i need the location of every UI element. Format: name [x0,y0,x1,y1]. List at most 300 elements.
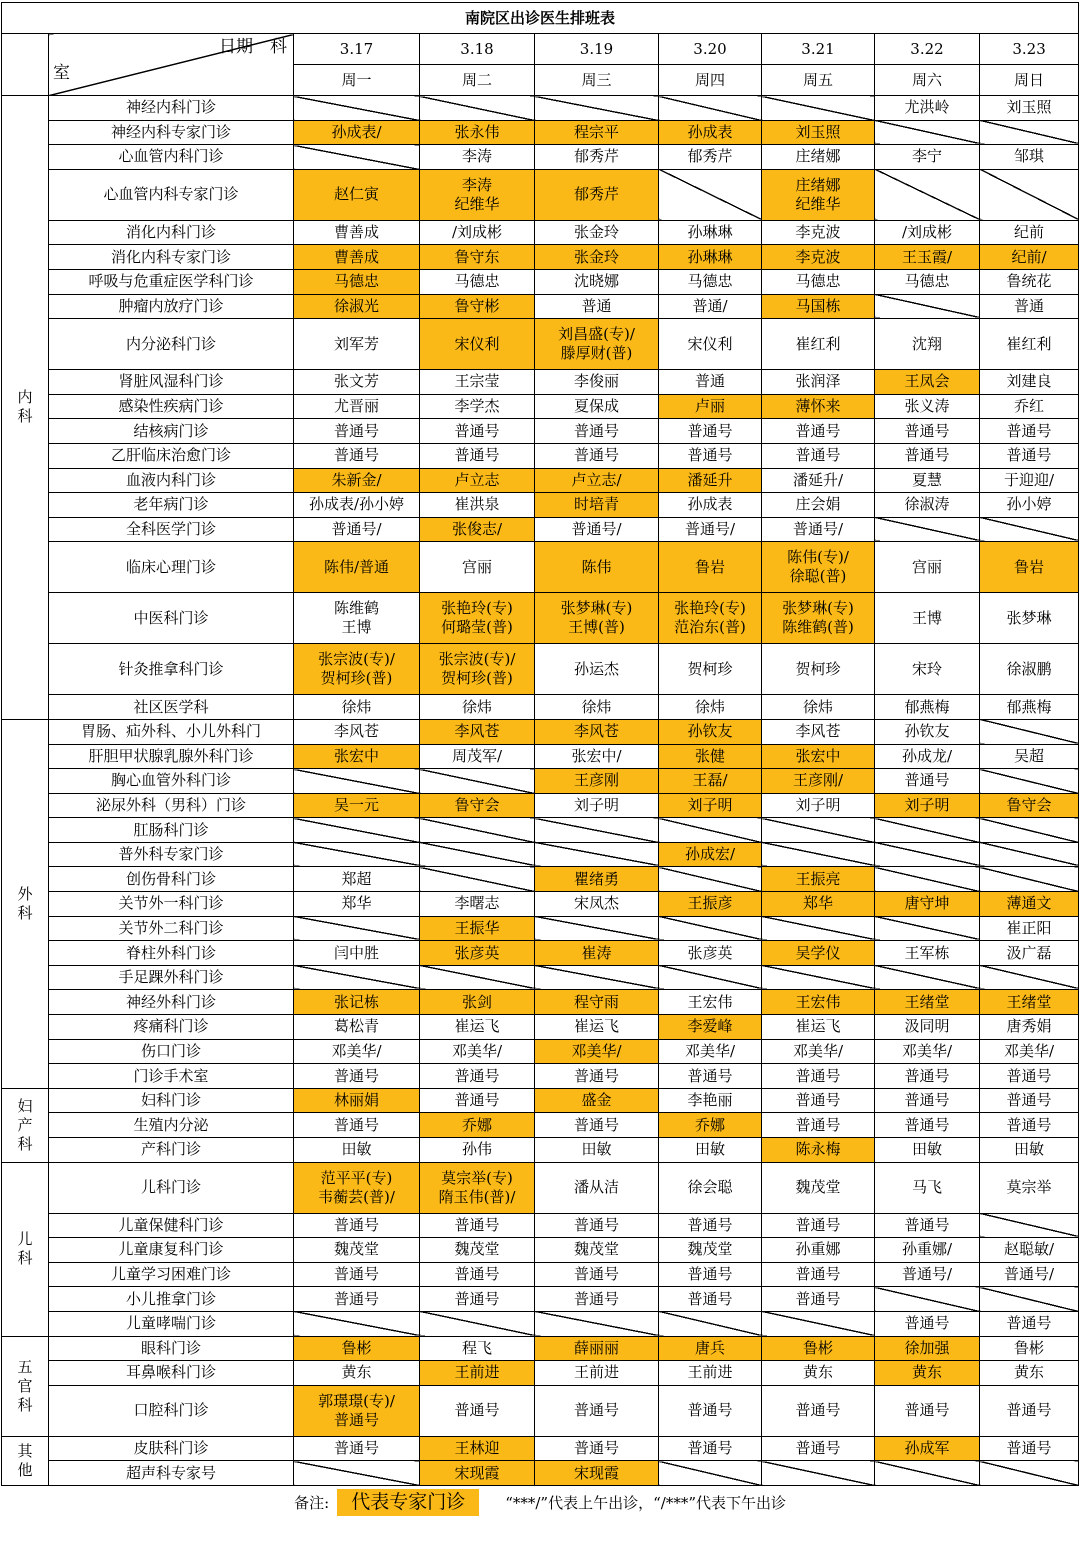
doctor-cell: 崔运飞 [762,1015,875,1040]
doctor-cell: 刘子明 [535,793,659,818]
date-cell: 3.18 [420,34,535,65]
doctor-cell: 邓美华/ [420,1039,535,1064]
doctor-cell: 孙成表 [659,493,762,518]
table-row [2,542,1079,593]
doctor-cell: 普通号 [294,419,420,444]
expert-doctor-cell: 郁秀芹 [535,169,659,220]
category-cell: 内 科 [2,96,49,720]
empty-slot-cell [762,96,875,121]
doctor-cell: 李学杰 [420,394,535,419]
expert-doctor-cell: 郭璟璟(专)/ 普通号 [294,1385,420,1436]
doctor-cell: 普通号 [659,443,762,468]
doctor-cell: 普通/ [659,294,762,319]
weekday-cell: 周五 [762,65,875,96]
doctor-cell: 普通号 [659,1262,762,1287]
doctor-cell: 乔红 [980,394,1079,419]
table-row [2,793,1079,818]
department-cell: 脊柱外科门诊 [49,941,294,966]
doctor-cell: 徐淑涛 [875,493,980,518]
expert-doctor-cell: 徐淑光 [294,294,420,319]
department-cell: 心血管内科专家门诊 [49,169,294,220]
doctor-cell: 孙成龙/ [875,744,980,769]
doctor-cell: 普通号 [294,1213,420,1238]
department-cell: 关节外二科门诊 [49,916,294,941]
empty-slot-cell [294,965,420,990]
table-row [2,1336,1079,1361]
department-cell: 消化内科门诊 [49,220,294,245]
empty-slot-cell [535,842,659,867]
doctor-cell: 普通 [980,294,1079,319]
department-cell: 胃肠、疝外科、小儿外科门 [49,719,294,744]
table-row [2,818,1079,843]
doctor-cell: 张彦英 [659,941,762,966]
doctor-cell: 沈晓娜 [535,269,659,294]
expert-doctor-cell: 吴学仪 [762,941,875,966]
expert-doctor-cell: 张彦英 [420,941,535,966]
doctor-cell: 宫丽 [875,542,980,593]
doctor-cell: 郁秀芹 [659,145,762,170]
table-row [2,220,1079,245]
doctor-cell: 魏茂堂 [659,1238,762,1263]
table-row [2,419,1079,444]
table-row [2,1113,1079,1138]
doctor-cell: 普通号 [535,1287,659,1312]
weekday-cell: 周六 [875,65,980,96]
doctor-cell: 普通号/ [294,517,420,542]
empty-slot-cell [294,1461,420,1486]
expert-doctor-cell: 宋现霞 [535,1461,659,1486]
table-row [2,1015,1079,1040]
doctor-cell: 吴超 [980,744,1079,769]
doctor-cell: 普通号 [875,1064,980,1089]
department-cell: 神经内科门诊 [49,96,294,121]
footer-note [2,1485,1079,1520]
expert-doctor-cell: 张宏中 [762,744,875,769]
doctor-cell: 李涛 [420,145,535,170]
expert-doctor-cell: 陈伟/普通 [294,542,420,593]
doctor-cell: 李俊丽 [535,370,659,395]
department-cell: 全科医学门诊 [49,517,294,542]
doctor-cell: 郑超 [294,867,420,892]
department-cell: 肝胆甲状腺乳腺外科门诊 [49,744,294,769]
doctor-cell: 孙重娜/ [875,1238,980,1263]
doctor-cell: 普通号 [420,1287,535,1312]
doctor-cell: 邓美华/ [762,1039,875,1064]
doctor-cell: 黄东 [980,1361,1079,1386]
doctor-cell: 田敏 [535,1138,659,1163]
doctor-cell: 马德忠 [659,269,762,294]
doctor-cell: 潘从洁 [535,1162,659,1213]
doctor-cell: 周茂军/ [420,744,535,769]
department-cell: 儿童保健科门诊 [49,1213,294,1238]
doctor-cell: 夏保成 [535,394,659,419]
doctor-cell: 马德忠 [420,269,535,294]
expert-doctor-cell: 徐加强 [875,1336,980,1361]
doctor-cell: 普通号 [294,1287,420,1312]
table-row [2,916,1079,941]
doctor-cell: 汲广磊 [980,941,1079,966]
department-cell: 针灸推拿科门诊 [49,644,294,695]
empty-slot-cell [659,1461,762,1486]
doctor-cell: 闫中胜 [294,941,420,966]
department-cell: 伤口门诊 [49,1039,294,1064]
doctor-cell: 田敏 [875,1138,980,1163]
doctor-cell: 李风苍 [294,719,420,744]
doctor-cell: 魏茂堂 [294,1238,420,1263]
expert-doctor-cell: 鲁岩 [659,542,762,593]
empty-slot-cell [980,965,1079,990]
table-row [2,443,1079,468]
doctor-cell: 普通号 [659,1213,762,1238]
table-row [2,517,1079,542]
expert-doctor-cell: 崔涛 [535,941,659,966]
expert-doctor-cell: 潘延升 [659,468,762,493]
doctor-cell: /刘成彬 [875,220,980,245]
doctor-cell: 普通号 [980,1113,1079,1138]
expert-doctor-cell: 孙钦友 [659,719,762,744]
empty-slot-cell [535,916,659,941]
doctor-cell: 普通号 [875,1113,980,1138]
department-cell: 血液内科门诊 [49,468,294,493]
table-row [2,120,1079,145]
doctor-cell: 田敏 [659,1138,762,1163]
doctor-cell: 普通号 [535,1436,659,1461]
department-cell: 口腔科门诊 [49,1385,294,1436]
weekday-cell: 周四 [659,65,762,96]
doctor-cell: 普通号 [659,1287,762,1312]
empty-slot-cell [875,1461,980,1486]
doctor-cell: 庄会娟 [762,493,875,518]
date-cell: 3.17 [294,34,420,65]
department-cell: 手足踝外科门诊 [49,965,294,990]
doctor-cell: 崔运飞 [535,1015,659,1040]
doctor-cell: 普通号 [980,1064,1079,1089]
expert-doctor-cell: 程宗平 [535,120,659,145]
doctor-cell: 刘玉照 [980,96,1079,121]
doctor-cell: 崔运飞 [420,1015,535,1040]
department-cell: 社区医学科 [49,695,294,720]
expert-doctor-cell: 张艳玲(专) 范治东(普) [659,593,762,644]
empty-slot-cell [980,517,1079,542]
doctor-cell: 普通号 [762,1064,875,1089]
doctor-cell: 普通号 [762,1213,875,1238]
doctor-cell: 普通号 [980,1311,1079,1336]
category-cell: 妇 产 科 [2,1088,49,1162]
table-row [2,269,1079,294]
expert-doctor-cell: 李克波 [762,245,875,270]
expert-doctor-cell: 陈伟 [535,542,659,593]
expert-doctor-cell: 乔娜 [420,1113,535,1138]
doctor-cell: 普通号 [980,1088,1079,1113]
doctor-cell: 徐炜 [294,695,420,720]
expert-doctor-cell: 王彦刚 [535,769,659,794]
doctor-cell: 宋凤杰 [535,892,659,917]
doctor-cell: 郑华 [294,892,420,917]
doctor-cell: 普通号 [980,419,1079,444]
expert-doctor-cell: 王振彦 [659,892,762,917]
expert-doctor-cell: 卢立志 [420,468,535,493]
expert-doctor-cell: 卢丽 [659,394,762,419]
expert-doctor-cell: 范平平(专) 韦蘅芸(普)/ [294,1162,420,1213]
doctor-cell: 唐秀娟 [980,1015,1079,1040]
expert-doctor-cell: 鲁守彬 [420,294,535,319]
table-row [2,1138,1079,1163]
doctor-cell: /刘成彬 [420,220,535,245]
department-cell: 产科门诊 [49,1138,294,1163]
weekday-cell: 周日 [980,65,1079,96]
department-cell: 儿童学习困难门诊 [49,1262,294,1287]
doctor-cell: 孙钦友 [875,719,980,744]
empty-slot-cell [659,96,762,121]
doctor-cell: 普通号 [659,1385,762,1436]
empty-slot-cell [762,1311,875,1336]
doctor-cell: 邓美华/ [875,1039,980,1064]
doctor-cell: 郁秀芹 [535,145,659,170]
empty-slot-cell [980,842,1079,867]
doctor-cell: 李风苍 [762,719,875,744]
expert-doctor-cell: 王彦刚/ [762,769,875,794]
doctor-cell: 普通号 [420,443,535,468]
empty-slot-cell [535,965,659,990]
doctor-cell: 徐炜 [659,695,762,720]
expert-doctor-cell: 张记栋 [294,990,420,1015]
doctor-cell: 夏慧 [875,468,980,493]
empty-slot-cell [294,145,420,170]
doctor-cell: 普通号 [875,1213,980,1238]
corner-cell [2,34,49,96]
table-row [2,394,1079,419]
doctor-cell: 于迎迎/ [980,468,1079,493]
expert-doctor-cell: 张艳玲(专) 何璐莹(普) [420,593,535,644]
doctor-cell: 尤洪岭 [875,96,980,121]
empty-slot-cell [420,769,535,794]
doctor-cell: 普通号/ [875,1262,980,1287]
doctor-cell: 宫丽 [420,542,535,593]
doctor-cell: 李宁 [875,145,980,170]
expert-doctor-cell: 陈永梅 [762,1138,875,1163]
expert-doctor-cell: 王绪堂 [875,990,980,1015]
expert-doctor-cell: 孙成表/ [294,120,420,145]
doctor-cell: 黄东 [294,1361,420,1386]
table-row [2,842,1079,867]
doctor-cell: 徐炜 [762,695,875,720]
date-cell: 3.20 [659,34,762,65]
expert-doctor-cell: 刘玉照 [762,120,875,145]
expert-doctor-cell: 吴一元 [294,793,420,818]
department-cell: 泌尿外科（男科）门诊 [49,793,294,818]
department-cell: 耳鼻喉科门诊 [49,1361,294,1386]
doctor-cell: 程飞 [420,1336,535,1361]
department-cell: 眼科门诊 [49,1336,294,1361]
expert-doctor-cell: 王凤会 [875,370,980,395]
page-title: 南院区出诊医生排班表 [2,3,1079,34]
doctor-cell: 田敏 [980,1138,1079,1163]
doctor-cell: 贺柯珍 [762,644,875,695]
doctor-cell: 普通号 [420,1385,535,1436]
doctor-cell: 普通号 [762,419,875,444]
empty-slot-cell [294,842,420,867]
table-row [2,1039,1079,1064]
doctor-cell: 普通号 [762,443,875,468]
doctor-cell: 马德忠 [762,269,875,294]
expert-doctor-cell: 瞿绪勇 [535,867,659,892]
doctor-cell: 沈翔 [875,319,980,370]
empty-slot-cell [420,1311,535,1336]
doctor-cell: 普通号 [294,1113,420,1138]
doctor-cell: 普通号 [535,1064,659,1089]
department-cell: 心血管内科门诊 [49,145,294,170]
expert-doctor-cell: 赵仁寅 [294,169,420,220]
empty-slot-cell [420,818,535,843]
table-row [2,1262,1079,1287]
table-row [2,941,1079,966]
expert-doctor-cell: 时培青 [535,493,659,518]
expert-doctor-cell: 宋仪利 [420,319,535,370]
doctor-cell: 邹琪 [980,145,1079,170]
doctor-cell: 潘延升/ [762,468,875,493]
doctor-cell: 曹善成 [294,220,420,245]
doctor-cell: 普通号/ [659,517,762,542]
empty-slot-cell [980,719,1079,744]
doctor-cell: 王宏伟 [659,990,762,1015]
doctor-cell: 赵聪敏/ [980,1238,1079,1263]
doctor-cell: 马德忠 [875,269,980,294]
date-cell: 3.19 [535,34,659,65]
doctor-cell: 黄东 [762,1361,875,1386]
doctor-cell: 普通号 [535,1262,659,1287]
expert-doctor-cell: 薄怀来 [762,394,875,419]
expert-doctor-cell: 张梦琳(专) 王博(普) [535,593,659,644]
expert-doctor-cell: 王振亮 [762,867,875,892]
expert-doctor-cell: 宋现霞 [420,1461,535,1486]
table-row [2,744,1079,769]
doctor-cell: 普通号 [535,443,659,468]
doctor-cell: 刘建良 [980,370,1079,395]
expert-doctor-cell: 唐兵 [659,1336,762,1361]
doctor-cell: 孙运杰 [535,644,659,695]
doctor-cell: 普通号 [294,1436,420,1461]
empty-slot-cell [762,965,875,990]
expert-doctor-cell: 鲁守会 [420,793,535,818]
table-row [2,370,1079,395]
empty-slot-cell [535,818,659,843]
expert-doctor-cell: 孙成军 [875,1436,980,1461]
weekday-cell: 周一 [294,65,420,96]
empty-slot-cell [420,965,535,990]
table-row [2,867,1079,892]
doctor-cell: 邓美华/ [294,1039,420,1064]
department-cell: 肿瘤内放疗门诊 [49,294,294,319]
table-row [2,593,1079,644]
empty-slot-cell [659,169,762,220]
expert-doctor-cell: 李风苍 [420,719,535,744]
expert-doctor-cell: 黄东 [875,1361,980,1386]
expert-doctor-cell: 林丽娟 [294,1088,420,1113]
expert-doctor-cell: 王宏伟 [762,990,875,1015]
expert-doctor-cell: 王玉霞/ [875,245,980,270]
expert-doctor-cell: 陈伟(专)/ 徐聪(普) [762,542,875,593]
table-row [2,245,1079,270]
empty-slot-cell [980,120,1079,145]
table-row [2,769,1079,794]
department-cell: 关节外一科门诊 [49,892,294,917]
expert-doctor-cell: 孙成表 [659,120,762,145]
doctor-cell: 张梦琳 [980,593,1079,644]
doctor-cell: 纪前 [980,220,1079,245]
doctor-cell: 徐淑鹏 [980,644,1079,695]
expert-doctor-cell: 张宗波(专)/ 贺柯珍(普) [420,644,535,695]
table-row [2,695,1079,720]
expert-doctor-cell: 纪前/ [980,245,1079,270]
empty-slot-cell [294,916,420,941]
doctor-cell: 魏茂堂 [762,1162,875,1213]
expert-doctor-cell: 刘子明 [875,793,980,818]
footer-row [2,1485,1079,1520]
table-row [2,892,1079,917]
department-cell: 老年病门诊 [49,493,294,518]
doctor-cell: 王博 [875,593,980,644]
expert-doctor-cell: 刘子明 [659,793,762,818]
doctor-cell: 普通号 [980,1436,1079,1461]
expert-doctor-cell: 张梦琳(专) 陈维鹤(普) [762,593,875,644]
expert-doctor-cell: 朱新金/ [294,468,420,493]
doctor-cell: 刘子明 [762,793,875,818]
weekday-cell: 周二 [420,65,535,96]
doctor-cell: 贺柯珍 [659,644,762,695]
empty-slot-cell [875,818,980,843]
empty-slot-cell [875,842,980,867]
expert-doctor-cell: 李风苍 [535,719,659,744]
doctor-cell: 普通号 [659,419,762,444]
doctor-cell: 孙小婷 [980,493,1079,518]
doctor-cell: 邓美华/ [980,1039,1079,1064]
department-cell: 皮肤科门诊 [49,1436,294,1461]
doctor-cell: 普通号/ [535,517,659,542]
footer-label: 备注: [294,1494,330,1513]
table-row [2,1361,1079,1386]
empty-slot-cell [420,842,535,867]
expert-doctor-cell: 张宏中 [294,744,420,769]
expert-doctor-cell: 鲁守会 [980,793,1079,818]
expert-doctor-cell: 马国栋 [762,294,875,319]
department-cell: 临床心理门诊 [49,542,294,593]
empty-slot-cell [294,96,420,121]
doctor-cell: 鲁统花 [980,269,1079,294]
doctor-cell: 徐炜 [420,695,535,720]
empty-slot-cell [762,818,875,843]
empty-slot-cell [762,916,875,941]
doctor-cell: 李曙志 [420,892,535,917]
table-row [2,644,1079,695]
expert-doctor-cell: 张健 [659,744,762,769]
expert-legend-box: 代表专家门诊 [337,1489,479,1516]
table-row [2,1311,1079,1336]
expert-doctor-cell: 马德忠 [294,269,420,294]
doctor-cell: 普通号 [762,1113,875,1138]
empty-slot-cell [420,96,535,121]
expert-doctor-cell: 张俊志/ [420,517,535,542]
department-cell: 结核病门诊 [49,419,294,444]
department-cell: 消化内科专家门诊 [49,245,294,270]
doctor-cell: 普通号 [875,1311,980,1336]
expert-doctor-cell: 孙成宏/ [659,842,762,867]
empty-slot-cell [294,818,420,843]
expert-doctor-cell: 孙琳琳 [659,245,762,270]
empty-slot-cell [762,842,875,867]
doctor-cell: 普通号 [762,1385,875,1436]
doctor-cell: 普通号 [420,1064,535,1089]
doctor-cell: 普通号 [875,769,980,794]
